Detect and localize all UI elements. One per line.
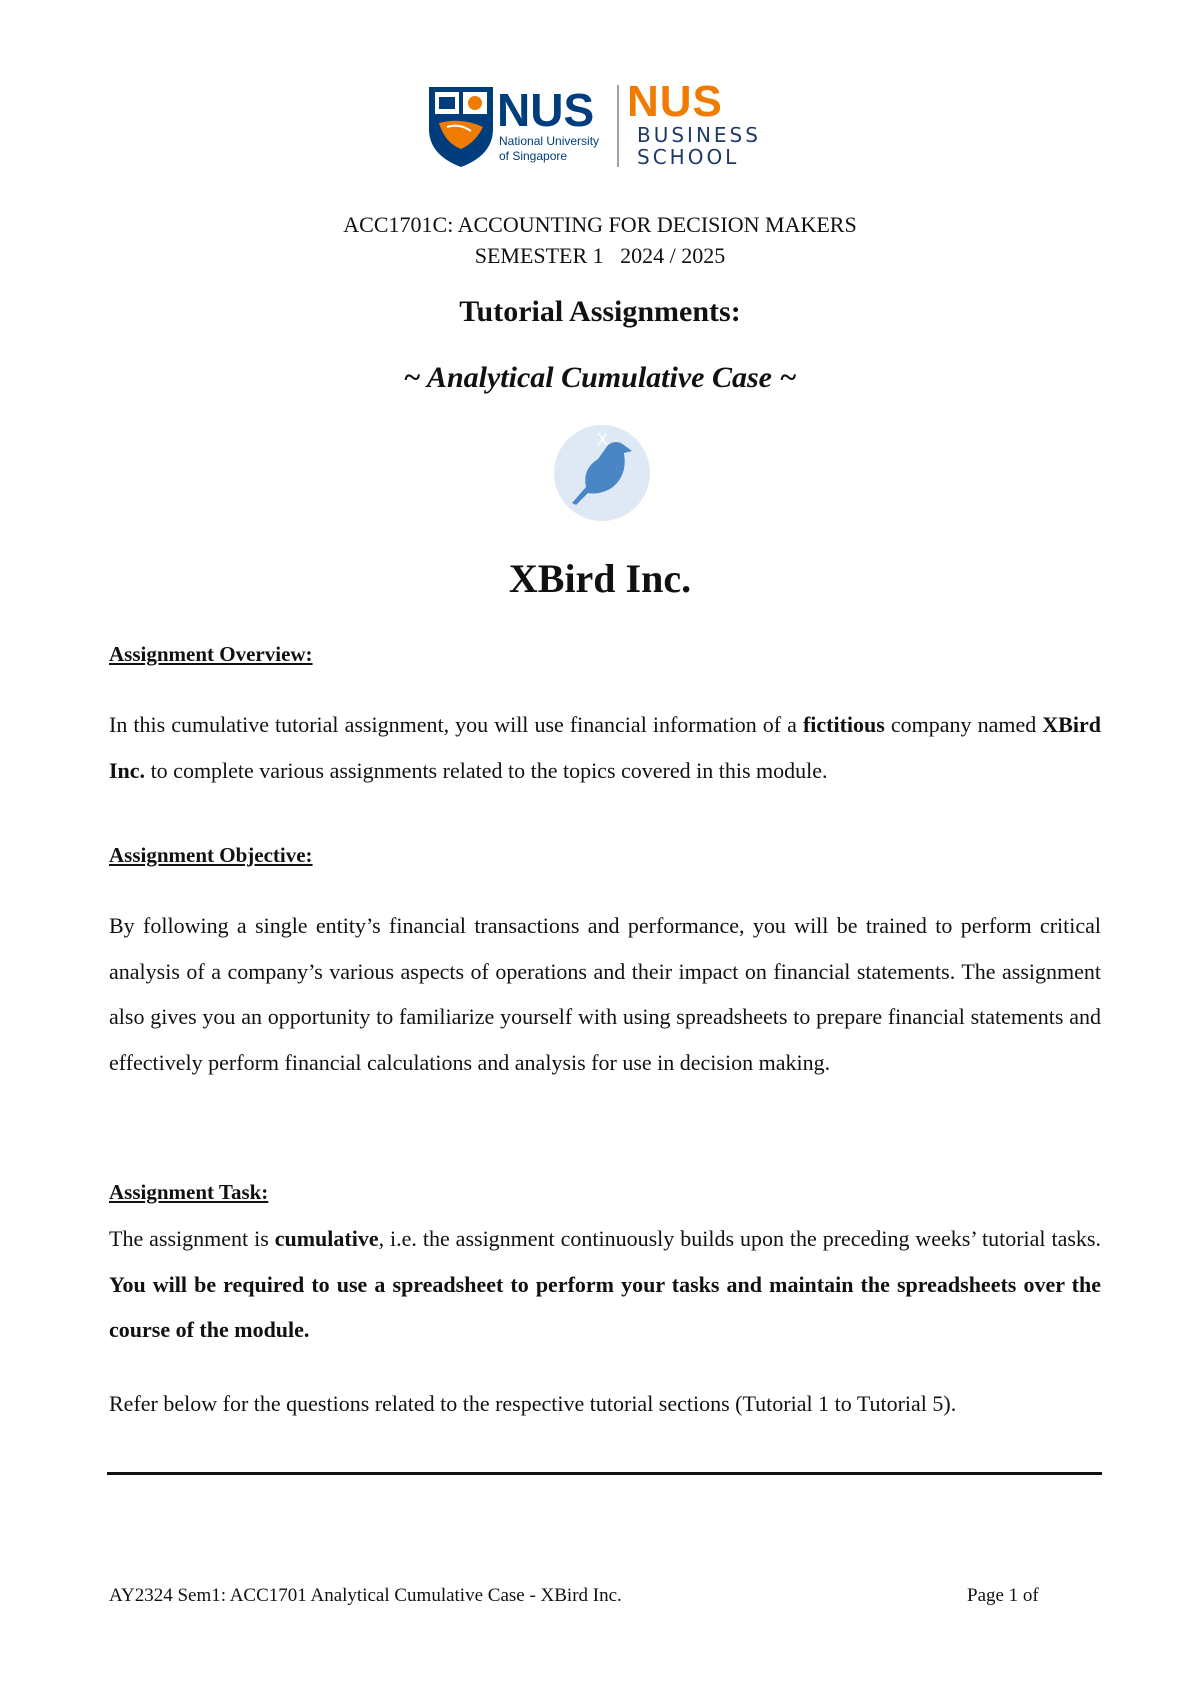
logo-bar (425, 77, 785, 169)
task-bold-sentence: You will be required to use a spreadsheet to perform your tasks and maintain the spreadsheets over the course of the module. (109, 1271, 1101, 1342)
business-school-logo (627, 77, 785, 169)
task-text-middle: , i.e. the assignment continuously builds upon the preceding weeks’ tutorial tasks. (378, 1226, 1101, 1251)
page-title: Tutorial Assignments: (459, 295, 741, 328)
bird-logo-letter: X (597, 430, 608, 449)
overview-text-after: to complete various assignments related to the topics covered in this module. (145, 757, 828, 783)
nus-subtitle-line2: of Singapore (499, 149, 568, 163)
business-school-line1: BUSINESS (637, 123, 761, 147)
footer-document-title: AY2324 Sem1: ACC1701 Analytical Cumulative Case - XBird Inc. (109, 1585, 622, 1606)
course-code-line: ACC1701C: ACCOUNTING FOR DECISION MAKERS (343, 212, 857, 237)
overview-text-before: In this cumulative tutorial assignment, you will use financial information of a (109, 712, 803, 737)
course-heading (0, 209, 1200, 271)
task-heading: Assignment Task: (109, 1180, 269, 1204)
overview-bold-word: fictitious (802, 712, 885, 737)
overview-text-middle: company named (884, 712, 1043, 737)
task-text-before: The assignment is (109, 1226, 275, 1251)
business-school-nus-text: NUS (627, 77, 723, 126)
overview-paragraph (109, 702, 1101, 793)
footer-divider (107, 1472, 1102, 1475)
page-subtitle: ~ Analytical Cumulative Case ~ (403, 361, 797, 394)
xbird-logo-icon (552, 423, 652, 523)
company-name: XBird Inc. (508, 556, 692, 601)
objective-heading: Assignment Objective: (109, 843, 313, 867)
business-school-line2: SCHOOL (637, 145, 740, 169)
nus-logo (425, 83, 608, 169)
overview-heading: Assignment Overview: (109, 642, 313, 666)
task-paragraph (109, 1216, 1101, 1353)
refer-paragraph: Refer below for the questions related to the respective tutorial sections (Tutorial 1 to Tutorial 5). (109, 1391, 957, 1416)
task-bold-word: cumulative (274, 1226, 379, 1251)
nus-logo-text: NUS (497, 84, 595, 136)
overview-bold-company: XBird Inc. (109, 712, 1101, 783)
footer-page-number: Page 1 of (967, 1585, 1039, 1606)
nus-subtitle-line1: National University (499, 134, 600, 148)
logo-divider (617, 85, 619, 167)
semester-line: SEMESTER 1 2024 / 2025 (474, 243, 726, 268)
objective-paragraph: By following a single entity’s financial transactions and performance, you will be trained to perform critical analysis of a company’s various aspects of operations and their impact on financial statements. The assignment also gives you an opportunity to familiarize yourself with using spreadsheets to prepare financial statements and effectively perform financial calculations and analysis for use in decision making. (109, 913, 1101, 1075)
